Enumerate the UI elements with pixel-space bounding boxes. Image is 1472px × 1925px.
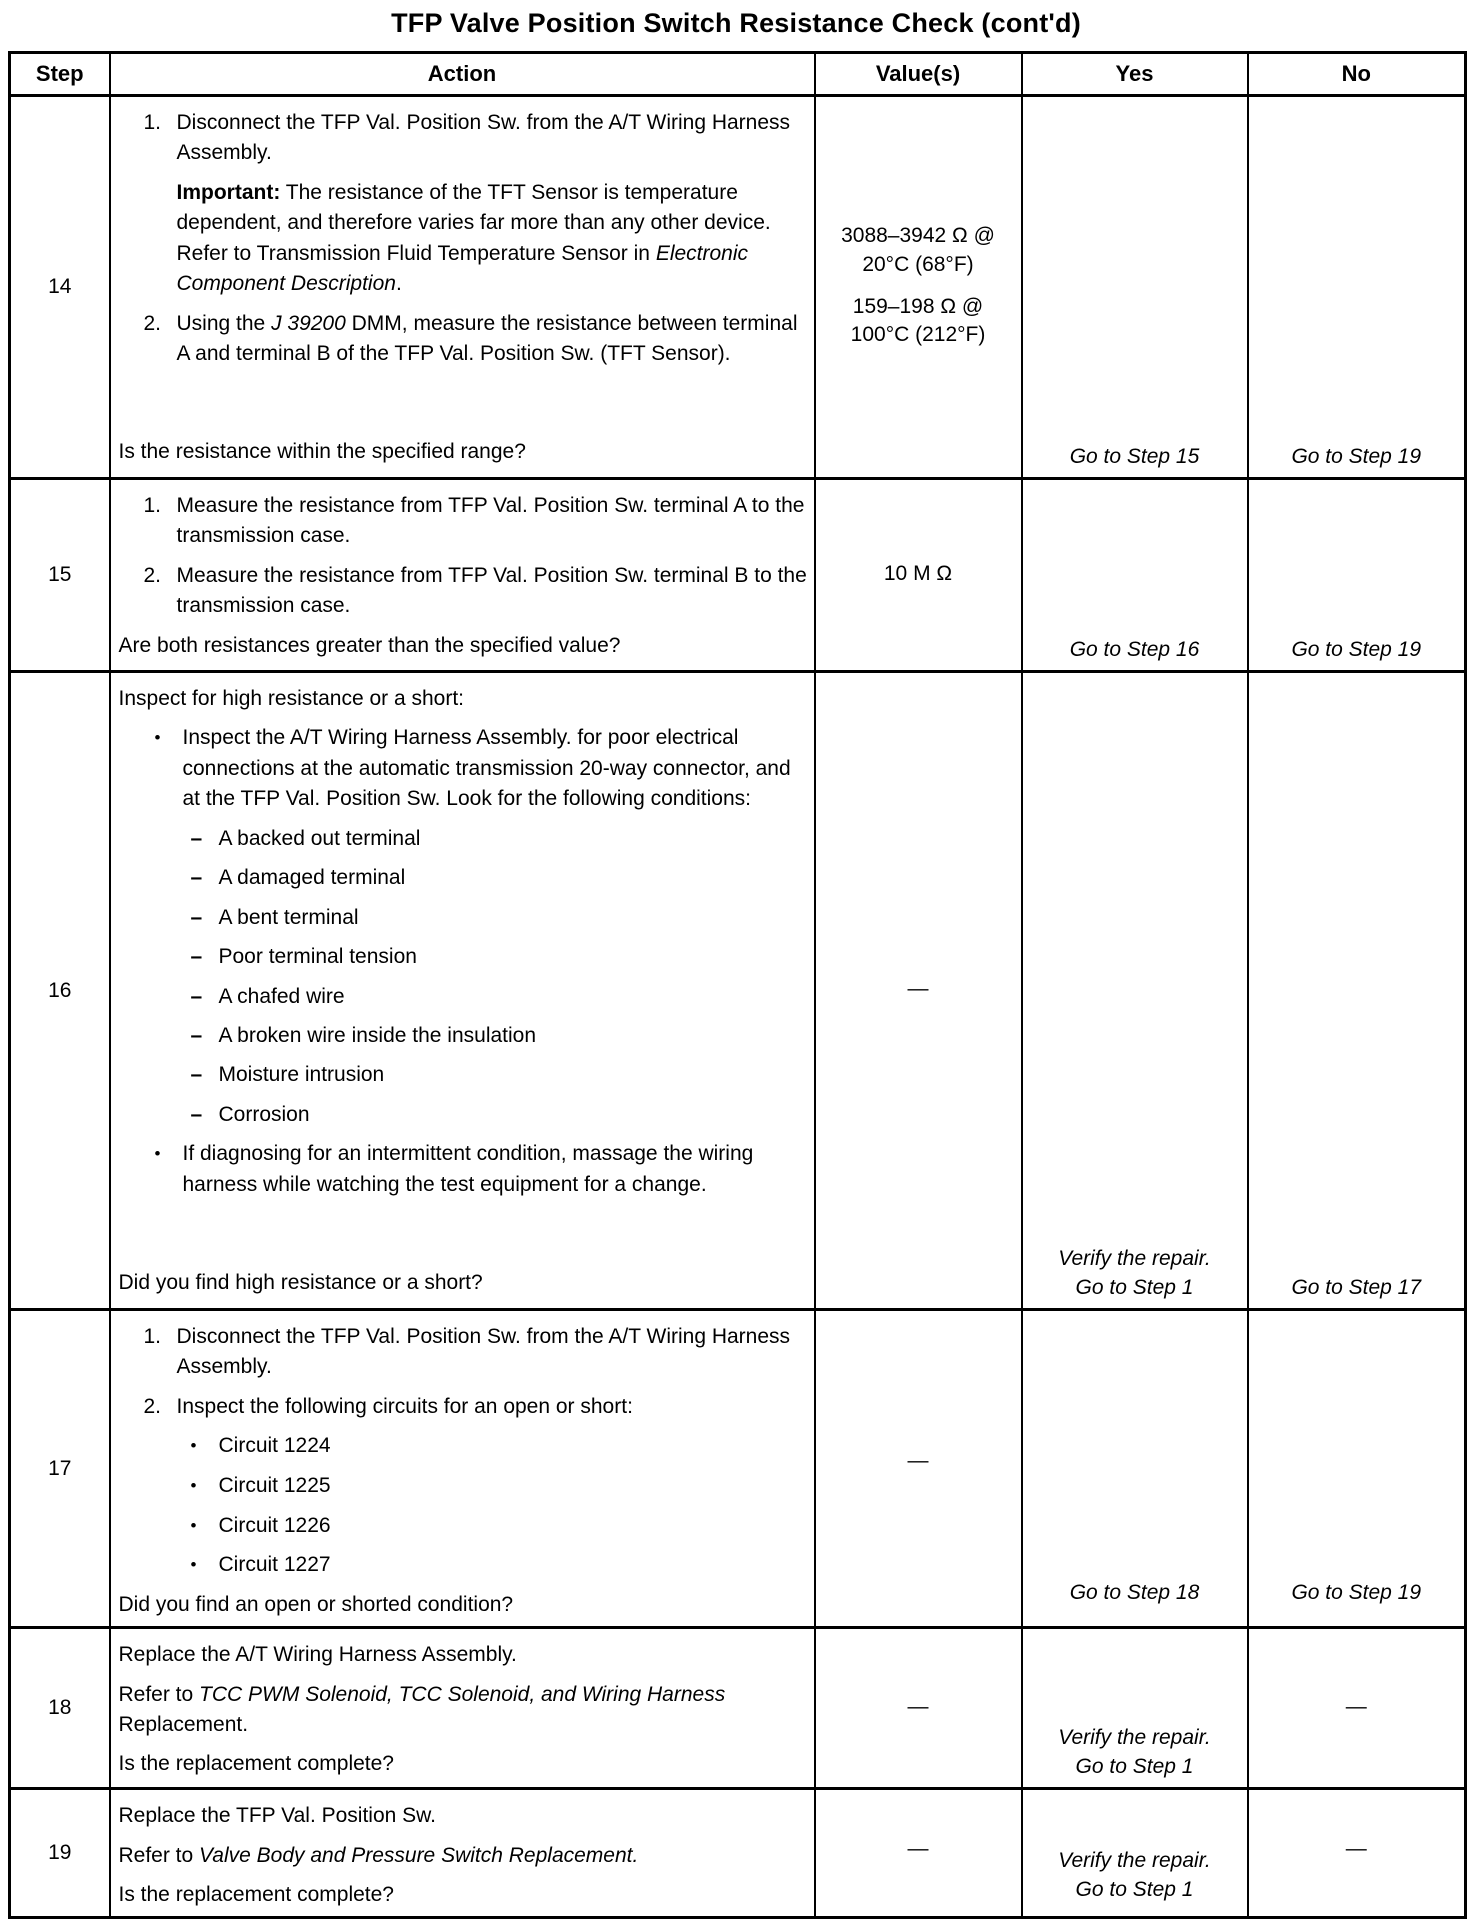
paragraph-text: Circuit 1224	[218, 1434, 331, 1458]
dash-marker: –	[190, 826, 203, 850]
number-marker: 1.	[143, 1325, 162, 1348]
values-cell	[815, 96, 1022, 479]
action-cell	[110, 1310, 815, 1628]
no-text: —	[1345, 1694, 1367, 1718]
values-cell	[815, 672, 1022, 1310]
table-row	[10, 1789, 1466, 1918]
paragraph-text: Moisture intrusion	[218, 1063, 385, 1087]
no-cell	[1248, 672, 1466, 1310]
paragraph-text: Did you find high resistance or a short?	[118, 1270, 483, 1294]
no-cell	[1248, 96, 1466, 479]
paragraph-text: A broken wire inside the insulation	[218, 1023, 537, 1047]
action-paragraph	[119, 1841, 808, 1871]
header-step: Step	[10, 53, 110, 96]
action-paragraph	[119, 1021, 808, 1051]
paragraph-text: Inspect the A/T Wiring Harness Assembly. for poor electrical connections at the automatic transmission 20-way connector, and at the TFP Val. Position Sw. Look for the following conditions:	[182, 726, 791, 811]
action-paragraph	[119, 309, 808, 370]
action-paragraph	[119, 1550, 808, 1581]
action-paragraph	[119, 824, 808, 854]
table-row	[10, 672, 1466, 1310]
yes-cell	[1022, 672, 1248, 1310]
number-marker: 2.	[143, 1394, 162, 1418]
paragraph-text: Is the replacement complete?	[118, 1752, 394, 1776]
table-row	[10, 1628, 1466, 1789]
action-paragraph	[119, 1322, 808, 1383]
number-marker: 2.	[143, 563, 162, 587]
paragraph-text: A bent terminal	[218, 905, 359, 929]
yes-cell	[1022, 1310, 1248, 1628]
number-marker: 2.	[143, 311, 162, 335]
page-title: TFP Valve Position Switch Resistance Check (cont'd)	[391, 8, 1081, 38]
paragraph-text: A backed out terminal	[218, 826, 421, 850]
header-action: Action	[110, 53, 815, 96]
yes-cell	[1022, 479, 1248, 672]
paragraph-text: Measure the resistance from TFP Val. Position Sw. terminal A to the transmission case.	[176, 494, 805, 548]
paragraph-text: Poor terminal tension	[218, 945, 417, 969]
table-header	[10, 53, 1466, 96]
header-values: Value(s)	[815, 53, 1022, 96]
action-cell	[110, 479, 815, 672]
paragraph-text: Refer to Valve Body and Pressure Switch Replacement.	[118, 1843, 639, 1867]
paragraph-text: Circuit 1225	[218, 1473, 331, 1497]
value-text: —	[907, 1836, 929, 1860]
value-text: 159–198 Ω @ 100°C (212°F)	[850, 295, 986, 347]
step-cell: 17	[10, 1310, 110, 1628]
action-cell	[110, 672, 815, 1310]
no-cell	[1248, 1628, 1466, 1789]
action-cell	[110, 1628, 815, 1789]
paragraph-text: Measure the resistance from TFP Val. Position Sw. terminal B to the transmission case.	[176, 563, 807, 618]
dash-marker: –	[190, 1102, 203, 1126]
action-paragraph	[119, 1139, 808, 1200]
action-paragraph	[119, 561, 808, 622]
action-paragraph	[119, 1392, 808, 1422]
paragraph-text: Circuit 1227	[218, 1553, 331, 1577]
values-cell	[815, 1789, 1022, 1918]
bullet-marker: •	[190, 1515, 197, 1535]
action-paragraph	[119, 1680, 808, 1741]
paragraph-text: Disconnect the TFP Val. Position Sw. from the A/T Wiring Harness Assembly.	[176, 1325, 791, 1379]
action-paragraph	[119, 1100, 808, 1130]
action-paragraph	[119, 1259, 808, 1298]
no-cell	[1248, 1789, 1466, 1918]
action-paragraph	[119, 1640, 808, 1670]
dash-marker: –	[190, 905, 203, 929]
yes-cell	[1022, 1628, 1248, 1789]
values-cell	[815, 1310, 1022, 1628]
action-paragraph	[177, 178, 808, 300]
bullet-marker: •	[154, 728, 161, 748]
paragraph-text: Disconnect the TFP Val. Position Sw. from the A/T Wiring Harness Assembly.	[176, 111, 791, 165]
yes-text: Verify the repair.	[1058, 1726, 1211, 1750]
action-cell	[110, 96, 815, 479]
diagnostic-table	[8, 51, 1467, 1919]
table-row	[10, 96, 1466, 479]
action-paragraph	[119, 982, 808, 1012]
bullet-marker: •	[154, 1144, 161, 1164]
paragraph-text: Did you find an open or shorted condition?	[118, 1592, 514, 1616]
yes-text: Go to Step 1	[1075, 1877, 1194, 1901]
action-paragraph	[119, 1801, 808, 1831]
no-cell	[1248, 479, 1466, 672]
action-paragraph	[119, 1581, 808, 1620]
paragraph-text: Circuit 1226	[218, 1513, 331, 1537]
action-cell	[110, 1789, 815, 1918]
value-text: 3088–3942 Ω @ 20°C (68°F)	[841, 224, 995, 276]
dash-marker: –	[190, 945, 203, 969]
dash-marker: –	[190, 866, 203, 890]
paragraph-text: A damaged terminal	[218, 866, 406, 890]
action-paragraph	[119, 622, 808, 661]
no-text: Go to Step 17	[1291, 1275, 1422, 1299]
action-paragraph	[119, 108, 808, 169]
header-no: No	[1248, 53, 1466, 96]
no-text: Go to Step 19	[1291, 444, 1422, 468]
dash-marker: –	[190, 1023, 203, 1047]
bullet-marker: •	[190, 1436, 197, 1456]
value-text: —	[907, 1448, 929, 1472]
paragraph-text: Important: The resistance of the TFT Sensor is temperature dependent, and therefore varies far more than any other device. Refer to Transmission Fluid Temperature Sensor in Electronic Component Description.	[176, 180, 771, 296]
action-paragraph	[119, 491, 808, 552]
values-cell	[815, 1628, 1022, 1789]
number-marker: 1.	[143, 494, 162, 517]
no-cell	[1248, 1310, 1466, 1628]
step-cell: 15	[10, 479, 110, 672]
dash-marker: –	[190, 984, 203, 1008]
action-paragraph	[119, 1740, 808, 1779]
table-row	[10, 1310, 1466, 1628]
action-paragraph	[119, 428, 808, 467]
paragraph-text: Are both resistances greater than the specified value?	[118, 633, 621, 657]
paragraph-text: If diagnosing for an intermittent condition, massage the wiring harness while watching the test equipment for a change.	[182, 1142, 754, 1196]
yes-text: Go to Step 15	[1069, 444, 1200, 468]
action-paragraph	[119, 723, 808, 814]
paragraph-text: Refer to TCC PWM Solenoid, TCC Solenoid, and Wiring Harness Replacement.	[118, 1682, 726, 1736]
values-cell	[815, 479, 1022, 672]
value-text: —	[907, 1694, 929, 1718]
step-cell: 19	[10, 1789, 110, 1918]
paragraph-text: Replace the A/T Wiring Harness Assembly.	[118, 1643, 517, 1667]
step-cell: 18	[10, 1628, 110, 1789]
paragraph-text: Corrosion	[218, 1102, 310, 1126]
yes-text: Go to Step 16	[1069, 637, 1200, 661]
yes-cell	[1022, 1789, 1248, 1918]
action-paragraph	[119, 1871, 808, 1910]
yes-text: Go to Step 18	[1069, 1580, 1200, 1604]
action-paragraph	[119, 1511, 808, 1542]
no-text: —	[1345, 1836, 1367, 1860]
paragraph-text: A chafed wire	[218, 984, 345, 1008]
yes-text: Verify the repair.	[1058, 1849, 1211, 1873]
action-paragraph	[119, 903, 808, 933]
paragraph-text: Inspect for high resistance or a short:	[118, 687, 465, 710]
value-text: —	[907, 977, 929, 1001]
value-text: 10 M Ω	[883, 561, 953, 585]
paragraph-text: Is the resistance within the specified range?	[118, 439, 526, 463]
yes-text: Go to Step 1	[1075, 1275, 1194, 1299]
no-text: Go to Step 19	[1291, 637, 1422, 661]
action-paragraph	[119, 1060, 808, 1090]
no-text: Go to Step 19	[1291, 1580, 1422, 1604]
paragraph-text: Is the replacement complete?	[118, 1883, 394, 1906]
yes-text: Verify the repair.	[1058, 1247, 1211, 1271]
paragraph-text: Replace the TFP Val. Position Sw.	[118, 1804, 437, 1828]
action-paragraph	[119, 1431, 808, 1462]
yes-text: Go to Step 1	[1075, 1754, 1194, 1778]
yes-cell	[1022, 96, 1248, 479]
header-row	[10, 53, 1466, 96]
step-cell: 16	[10, 672, 110, 1310]
paragraph-text: Inspect the following circuits for an open or short:	[176, 1394, 633, 1418]
action-paragraph	[119, 684, 808, 714]
dash-marker: –	[190, 1063, 203, 1087]
action-paragraph	[119, 942, 808, 972]
action-paragraph	[119, 863, 808, 893]
bullet-marker: •	[190, 1475, 197, 1495]
header-yes: Yes	[1022, 53, 1248, 96]
bullet-marker: •	[190, 1555, 197, 1575]
paragraph-text: Using the J 39200 DMM, measure the resistance between terminal A and terminal B of the TFP Val. Position Sw. (TFT Sensor).	[176, 311, 798, 366]
table-body	[10, 96, 1466, 1918]
table-row	[10, 479, 1466, 672]
number-marker: 1.	[143, 111, 162, 134]
step-cell: 14	[10, 96, 110, 479]
action-paragraph	[119, 1471, 808, 1502]
